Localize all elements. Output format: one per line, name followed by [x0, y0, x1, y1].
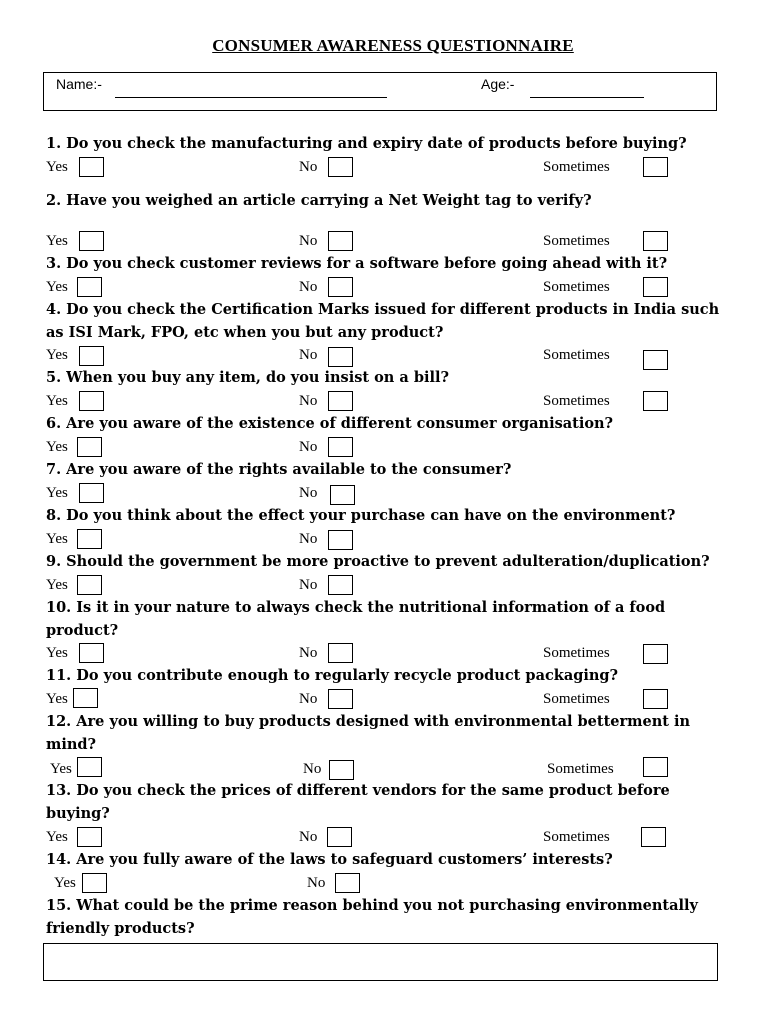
question-6: 6. Are you aware of the existence of different consumer organisation?: [46, 415, 614, 432]
name-field[interactable]: [115, 97, 387, 98]
question-15-line-2: friendly products?: [46, 920, 195, 937]
q12-no-checkbox[interactable]: [329, 760, 354, 780]
q3-yes-label: Yes: [46, 279, 68, 295]
q8-yes-checkbox[interactable]: [77, 529, 102, 549]
q12-no-label: No: [303, 761, 322, 777]
question-13-line-2: buying?: [46, 805, 110, 822]
q1-sometimes-label: Sometimes: [543, 159, 610, 175]
q8-no-checkbox[interactable]: [328, 530, 353, 550]
q2-sometimes-checkbox[interactable]: [643, 231, 668, 251]
q3-sometimes-label: Sometimes: [543, 279, 610, 295]
question-5: 5. When you buy any item, do you insist on a bill?: [46, 369, 449, 386]
q6-yes-checkbox[interactable]: [77, 437, 102, 457]
q2-no-label: No: [299, 233, 318, 249]
q13-yes-checkbox[interactable]: [77, 827, 102, 847]
q5-no-label: No: [299, 393, 318, 409]
q5-sometimes-label: Sometimes: [543, 393, 610, 409]
q13-sometimes-checkbox[interactable]: [641, 827, 666, 847]
q6-yes-label: Yes: [46, 439, 68, 455]
name-label: Name:-: [56, 76, 102, 92]
q3-sometimes-checkbox[interactable]: [643, 277, 668, 297]
q7-no-checkbox[interactable]: [330, 485, 355, 505]
question-14: 14. Are you fully aware of the laws to safeguard customers’ interests?: [46, 851, 613, 868]
q5-yes-label: Yes: [46, 393, 68, 409]
question-4-line-1: 4. Do you check the Certification Marks issued for different products in India such: [46, 301, 720, 318]
q5-yes-checkbox[interactable]: [79, 391, 104, 411]
q2-no-checkbox[interactable]: [328, 231, 353, 251]
q7-no-label: No: [299, 485, 318, 501]
q10-no-checkbox[interactable]: [328, 643, 353, 663]
q1-sometimes-checkbox[interactable]: [643, 157, 668, 177]
q11-sometimes-checkbox[interactable]: [643, 689, 668, 709]
q2-sometimes-label: Sometimes: [543, 233, 610, 249]
question-15-line-1: 15. What could be the prime reason behind you not purchasing environmentally: [46, 897, 698, 914]
age-label: Age:-: [481, 76, 515, 92]
q4-yes-label: Yes: [46, 347, 68, 363]
q4-sometimes-label: Sometimes: [543, 347, 610, 363]
q2-yes-checkbox[interactable]: [79, 231, 104, 251]
q15-answer-box[interactable]: [43, 943, 718, 981]
question-7: 7. Are you aware of the rights available to the consumer?: [46, 461, 512, 478]
question-12-line-2: mind?: [46, 736, 97, 753]
q5-sometimes-checkbox[interactable]: [643, 391, 668, 411]
q11-yes-label: Yes: [46, 691, 68, 707]
q4-no-checkbox[interactable]: [328, 347, 353, 367]
q6-no-label: No: [299, 439, 318, 455]
q13-yes-label: Yes: [46, 829, 68, 845]
q1-no-label: No: [299, 159, 318, 175]
q5-no-checkbox[interactable]: [328, 391, 353, 411]
q12-yes-label: Yes: [50, 761, 72, 777]
question-10-line-2: product?: [46, 622, 119, 639]
q13-sometimes-label: Sometimes: [543, 829, 610, 845]
q7-yes-label: Yes: [46, 485, 68, 501]
question-10-line-1: 10. Is it in your nature to always check the nutritional information of a food: [46, 599, 666, 616]
respondent-info-box: [43, 72, 717, 111]
q9-no-label: No: [299, 577, 318, 593]
q14-yes-checkbox[interactable]: [82, 873, 107, 893]
q10-yes-label: Yes: [46, 645, 68, 661]
q14-no-checkbox[interactable]: [335, 873, 360, 893]
question-9: 9. Should the government be more proactive to prevent adulteration/duplication?: [46, 553, 710, 570]
q7-yes-checkbox[interactable]: [79, 483, 104, 503]
q8-yes-label: Yes: [46, 531, 68, 547]
q14-yes-label: Yes: [54, 875, 76, 891]
q4-no-label: No: [299, 347, 318, 363]
q10-sometimes-checkbox[interactable]: [643, 644, 668, 664]
q11-sometimes-label: Sometimes: [543, 691, 610, 707]
question-3: 3. Do you check customer reviews for a software before going ahead with it?: [46, 255, 668, 272]
q9-yes-label: Yes: [46, 577, 68, 593]
q1-no-checkbox[interactable]: [328, 157, 353, 177]
q10-sometimes-label: Sometimes: [543, 645, 610, 661]
question-12-line-1: 12. Are you willing to buy products designed with environmental betterment in: [46, 713, 691, 730]
question-11: 11. Do you contribute enough to regularly recycle product packaging?: [46, 667, 619, 684]
q11-yes-checkbox[interactable]: [73, 688, 98, 708]
q3-no-checkbox[interactable]: [328, 277, 353, 297]
question-2: 2. Have you weighed an article carrying a Net Weight tag to verify?: [46, 192, 592, 209]
question-8: 8. Do you think about the effect your purchase can have on the environment?: [46, 507, 676, 524]
q8-no-label: No: [299, 531, 318, 547]
page-title: CONSUMER AWARENESS QUESTIONNAIRE: [212, 36, 574, 55]
q9-no-checkbox[interactable]: [328, 575, 353, 595]
q1-yes-label: Yes: [46, 159, 68, 175]
q2-yes-label: Yes: [46, 233, 68, 249]
q13-no-label: No: [299, 829, 318, 845]
q14-no-label: No: [307, 875, 326, 891]
q12-sometimes-checkbox[interactable]: [643, 757, 668, 777]
age-field[interactable]: [530, 97, 644, 98]
q13-no-checkbox[interactable]: [327, 827, 352, 847]
q11-no-checkbox[interactable]: [328, 689, 353, 709]
question-13-line-1: 13. Do you check the prices of different vendors for the same product before: [46, 782, 670, 799]
q12-sometimes-label: Sometimes: [547, 761, 614, 777]
q9-yes-checkbox[interactable]: [77, 575, 102, 595]
q1-yes-checkbox[interactable]: [79, 157, 104, 177]
q10-no-label: No: [299, 645, 318, 661]
q6-no-checkbox[interactable]: [328, 437, 353, 457]
q12-yes-checkbox[interactable]: [77, 757, 102, 777]
question-1: 1. Do you check the manufacturing and expiry date of products before buying?: [46, 135, 687, 152]
question-4-line-2: as ISI Mark, FPO, etc when you but any product?: [46, 324, 444, 341]
q10-yes-checkbox[interactable]: [79, 643, 104, 663]
q3-yes-checkbox[interactable]: [77, 277, 102, 297]
q4-yes-checkbox[interactable]: [79, 346, 104, 366]
q11-no-label: No: [299, 691, 318, 707]
q3-no-label: No: [299, 279, 318, 295]
